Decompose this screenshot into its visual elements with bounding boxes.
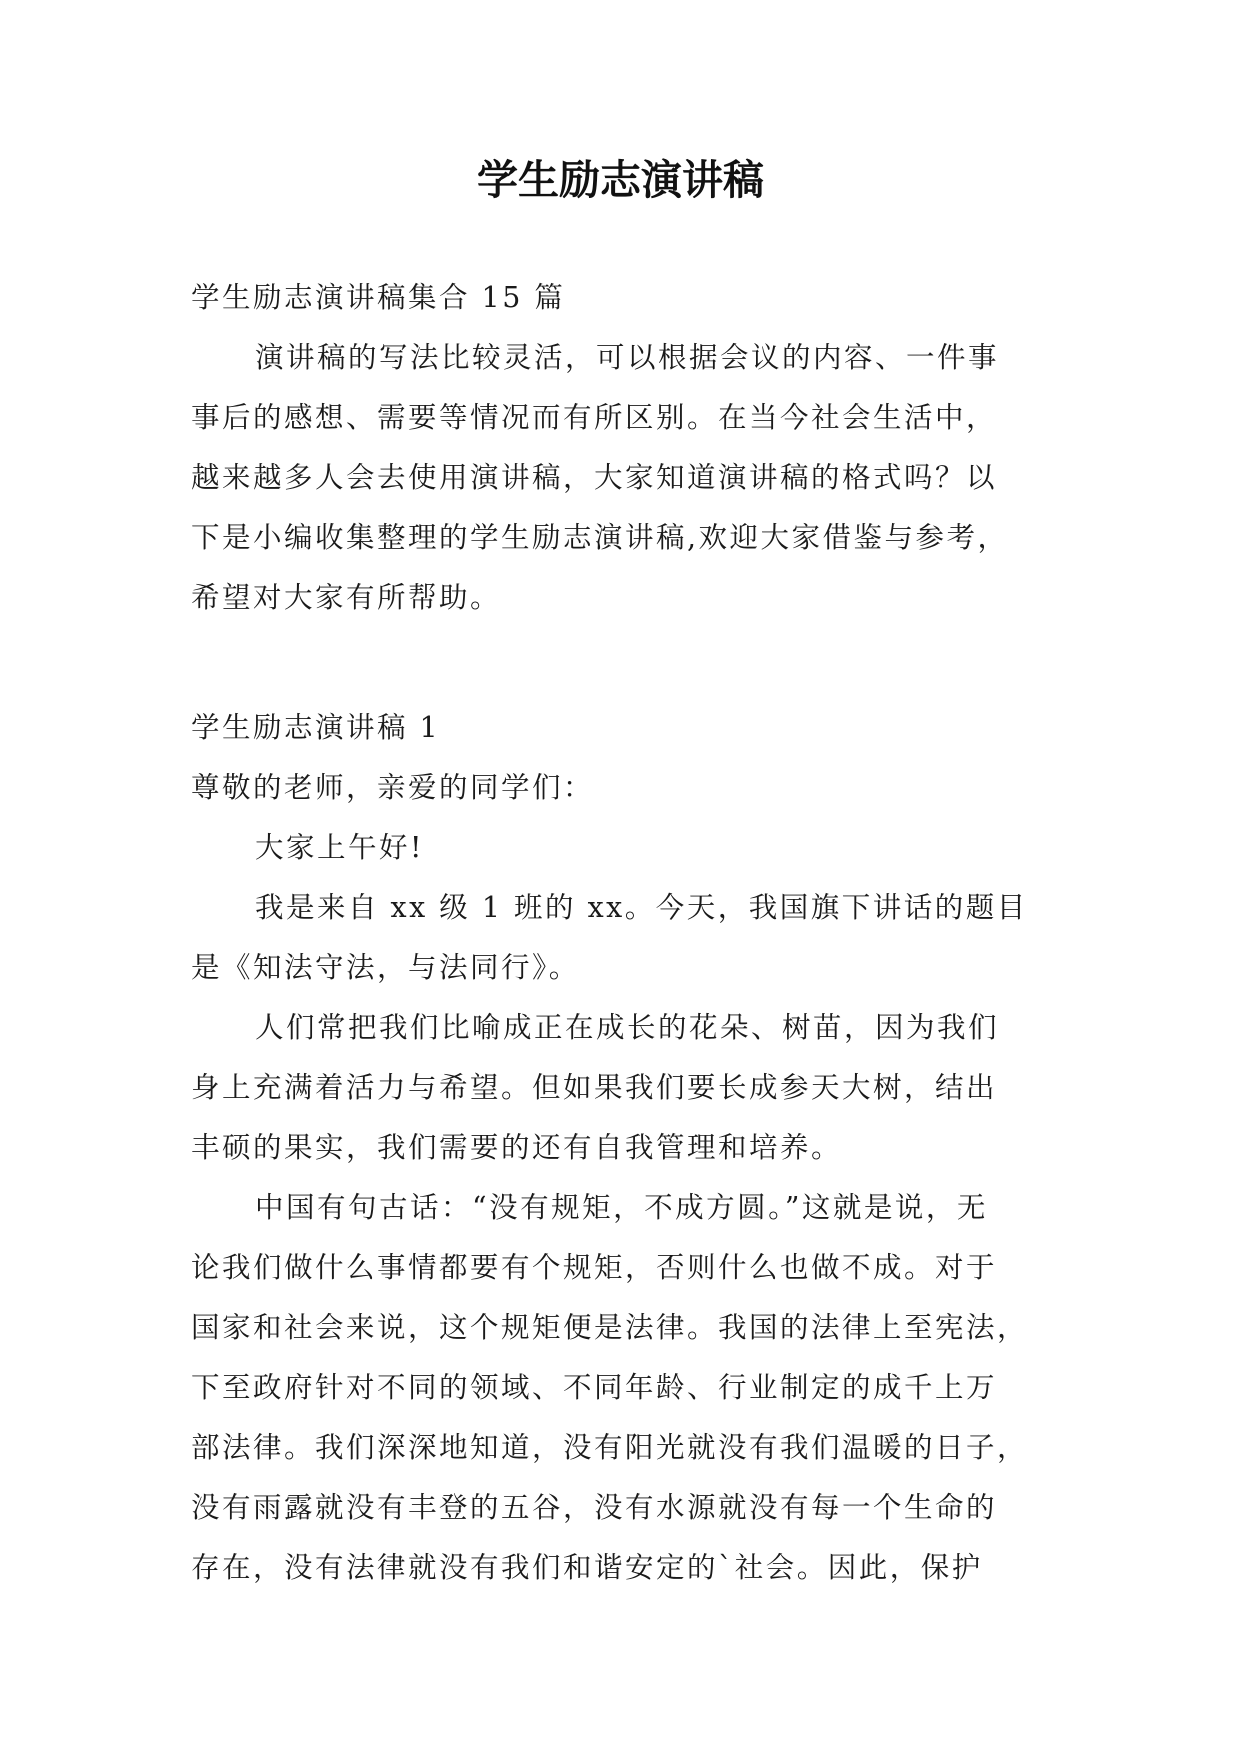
paragraph-line: 部法律。我们深深地知道，没有阳光就没有我们温暖的日子， bbox=[191, 1431, 1029, 1464]
paragraph-line: 没有雨露就没有丰登的五谷，没有水源就没有每一个生命的 bbox=[191, 1491, 998, 1524]
paragraph-line: 下至政府针对不同的领域、不同年龄、行业制定的成千上万 bbox=[191, 1371, 998, 1404]
paragraph-line: 是《知法守法，与法同行》。 bbox=[191, 951, 580, 984]
paragraph-line: 身上充满着活力与希望。但如果我们要长成参天大树，结出 bbox=[191, 1071, 998, 1104]
paragraph-line: 中国有句古话：“没有规矩，不成方圆。”这就是说，无 bbox=[255, 1191, 988, 1224]
document-title: 学生励志演讲稿 bbox=[477, 156, 764, 204]
paragraph-line: 存在，没有法律就没有我们和谐安定的`社会。因此，保护 bbox=[191, 1551, 983, 1584]
salutation: 尊敬的老师，亲爱的同学们： bbox=[191, 771, 595, 804]
paragraph-line: 论我们做什么事情都要有个规矩，否则什么也做不成。对于 bbox=[191, 1251, 998, 1284]
intro-line: 下是小编收集整理的学生励志演讲稿,欢迎大家借鉴与参考， bbox=[191, 521, 1009, 554]
intro-section bbox=[191, 268, 1053, 628]
speech-section-1 bbox=[191, 698, 1053, 1598]
paragraph-line: 我是来自 xx 级 1 班的 xx。今天，我国旗下讲话的题目 bbox=[255, 891, 1028, 924]
intro-line: 希望对大家有所帮助。 bbox=[191, 581, 502, 614]
intro-line: 事后的感想、需要等情况而有所区别。在当今社会生活中， bbox=[191, 401, 998, 434]
intro-line: 演讲稿的写法比较灵活，可以根据会议的内容、一件事 bbox=[255, 341, 1000, 374]
paragraph-line: 国家和社会来说，这个规矩便是法律。我国的法律上至宪法， bbox=[191, 1311, 1029, 1344]
greeting: 大家上午好! bbox=[255, 831, 424, 864]
collection-subtitle: 学生励志演讲稿集合 15 篇 bbox=[191, 281, 566, 314]
intro-line: 越来越多人会去使用演讲稿，大家知道演讲稿的格式吗？以 bbox=[191, 461, 998, 494]
paragraph-line: 丰硕的果实，我们需要的还有自我管理和培养。 bbox=[191, 1131, 843, 1164]
paragraph-line: 人们常把我们比喻成正在成长的花朵、树苗，因为我们 bbox=[255, 1011, 1000, 1044]
section-heading: 学生励志演讲稿 1 bbox=[191, 711, 441, 744]
